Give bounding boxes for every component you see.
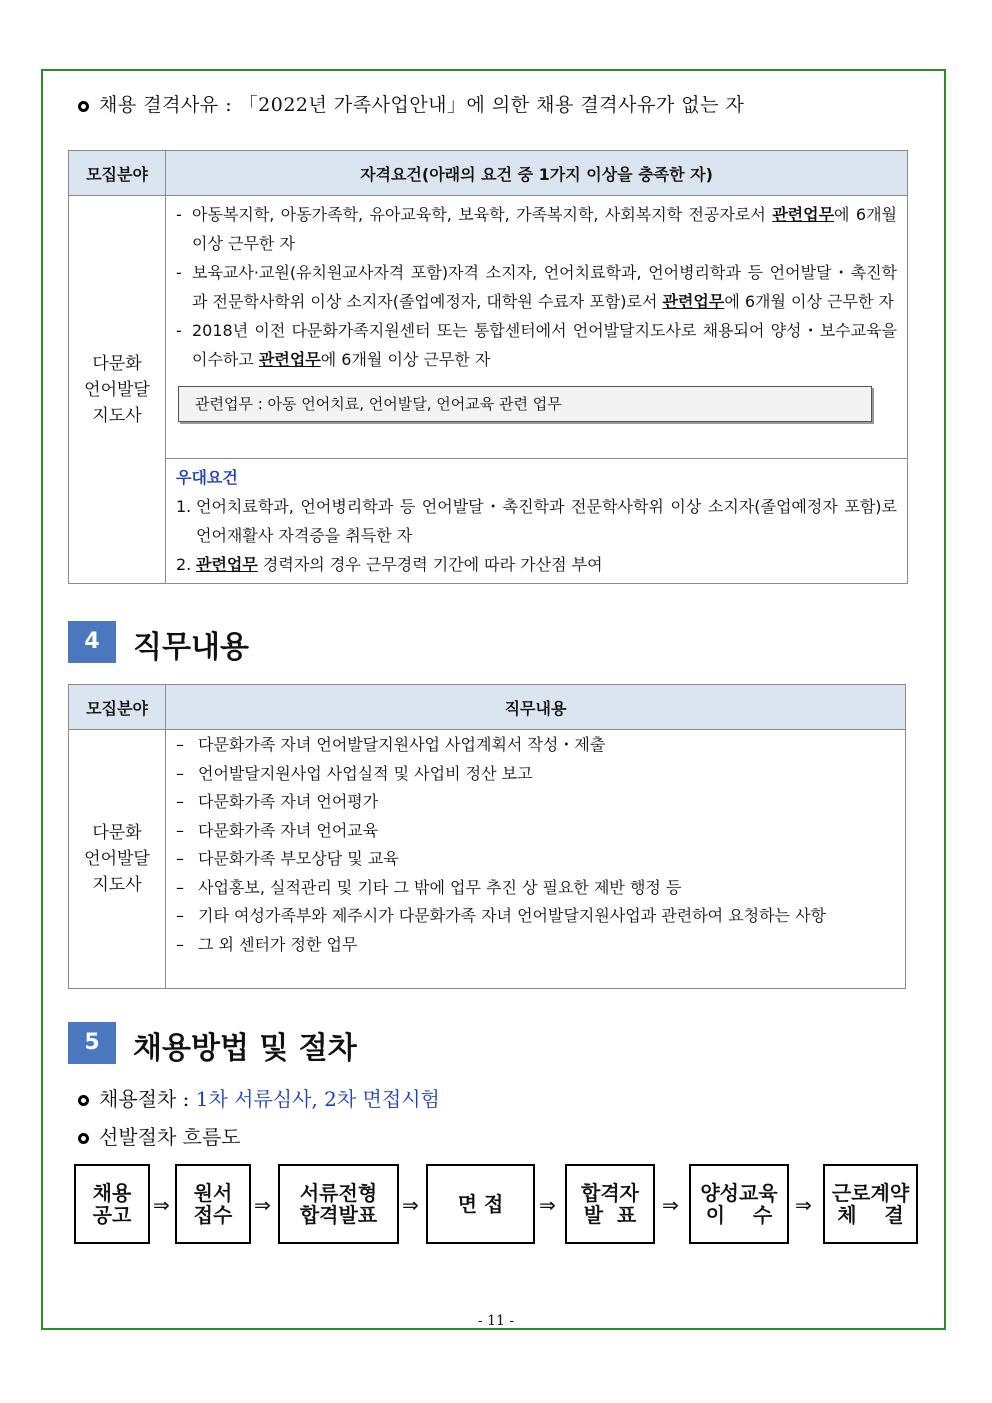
flow-step-box: 양성교육 이 수 [689, 1164, 789, 1244]
duty-item: – 다문화가족 부모상담 및 교육 [176, 849, 399, 868]
procedure-value: 1차 서류심사, 2차 면접시험 [195, 1087, 440, 1111]
category-line: 다문화 [92, 353, 142, 374]
requirement-item: - 보육교사·교원(유치원교사자격 포함)자격 소지자, 언어치료학과, 언어병리학과 등 언어발달・촉진학과 전문학사학위 이상 소지자(졸업예정자, 대학원 수료자 포함)로서 관련업무에 6개월 이상 근무한 자 [176, 263, 897, 311]
duty-item: – 그 외 센터가 정한 업무 [176, 934, 358, 954]
duty-category-cell [69, 730, 166, 989]
flow-step-box: 채용 공고 [74, 1164, 150, 1244]
duty-item: – 다문화가족 자녀 언어교육 [176, 820, 379, 840]
procedure-label: 채용절차 : [99, 1087, 190, 1111]
flow-step-box: 합격자 발 표 [565, 1164, 655, 1244]
flow-arrow-icon: ⇒ [662, 1193, 679, 1217]
duty-item: – 언어발달지원사업 사업실적 및 사업비 정산 보고 [176, 763, 533, 783]
duty-header-content: 직무내용 [166, 685, 906, 730]
qual-header-category: 모집분야 [69, 151, 166, 196]
category-line: 지도사 [92, 875, 142, 895]
related-work-note: 관련업무 : 아동 언어치료, 언어발달, 언어교육 관련 업무 [178, 386, 872, 422]
flow-step-box: 근로계약 체 결 [823, 1164, 918, 1244]
category-line: 다문화 [92, 823, 142, 843]
category-line: 지도사 [92, 405, 142, 426]
qualification-table [68, 150, 908, 584]
circle-bullet-icon [78, 1133, 89, 1144]
duty-item: – 다문화가족 자녀 언어평가 [176, 792, 379, 811]
flow-arrow-icon: ⇒ [254, 1193, 271, 1217]
circle-bullet-icon [78, 101, 89, 112]
preference-item: 1. 언어치료학과, 언어병리학과 등 언어발달・촉진학과 전문학사학위 이상 소지자(졸업예정자 포함)로 언어재활사 자격증을 취득한 자 [176, 497, 897, 545]
qual-category-cell [69, 196, 166, 584]
duty-item: – 기타 여성가족부와 제주시가 다문화가족 자녀 언어발달지원사업과 관련하여 요청하는 사항 [176, 906, 827, 925]
requirement-item: - 아동복지학, 아동가족학, 유아교육학, 보육학, 가족복지학, 사회복지학 전공자로서 관련업무에 6개월 이상 근무한 자 [176, 205, 897, 253]
flow-label: 선발절차 흐름도 [99, 1125, 241, 1149]
section-number: 4 [68, 621, 116, 663]
preference-title: 우대요건 [176, 468, 238, 487]
procedure-line [78, 1083, 440, 1112]
flow-arrow-icon: ⇒ [795, 1193, 812, 1217]
duty-header-category: 모집분야 [69, 685, 166, 730]
section-title: 채용방법 및 절차 [133, 1031, 357, 1066]
category-line: 언어발달 [84, 849, 150, 869]
duty-table [68, 684, 906, 989]
flow-arrow-icon: ⇒ [402, 1193, 419, 1217]
duty-item: – 사업홍보, 실적관리 및 기타 그 밖에 업무 추진 상 필요한 제반 행정 등 [176, 877, 682, 897]
duty-item: – 다문화가족 자녀 언어발달지원사업 사업계획서 작성・제출 [176, 735, 606, 754]
disqualification-label: 채용 결격사유 : [99, 94, 233, 116]
flow-arrow-icon: ⇒ [539, 1193, 556, 1217]
flow-arrow-icon: ⇒ [153, 1193, 170, 1217]
disqualification-text: 「2022년 가족사업안내」에 의한 채용 결격사유가 없는 자 [238, 94, 745, 116]
section-title: 직무내용 [133, 630, 249, 665]
flow-step-box: 원서 접수 [175, 1164, 251, 1244]
flow-step-box: 면 접 [426, 1164, 535, 1244]
preference-cell [166, 459, 908, 584]
flow-label-line [78, 1121, 241, 1150]
qual-header-requirements: 자격요건(아래의 요건 중 1가지 이상을 충족한 자) [166, 151, 908, 196]
circle-bullet-icon [78, 1095, 89, 1106]
preference-item: 2. 관련업무 경력자의 경우 근무경력 기간에 따라 가산점 부여 [176, 555, 603, 574]
category-line: 언어발달 [84, 379, 150, 400]
flow-step-box: 서류전형 합격발표 [278, 1164, 399, 1244]
disqualification-line [78, 90, 744, 117]
qual-requirements-cell [166, 196, 908, 459]
section-number: 5 [68, 1022, 116, 1064]
duty-content-cell [166, 730, 906, 989]
page-number: - 11 - [477, 1313, 515, 1329]
requirement-item: - 2018년 이전 다문화가족지원센터 또는 통합센터에서 언어발달지도사로 채용되어 양성・보수교육을 이수하고 관련업무에 6개월 이상 근무한 자 [176, 321, 897, 369]
